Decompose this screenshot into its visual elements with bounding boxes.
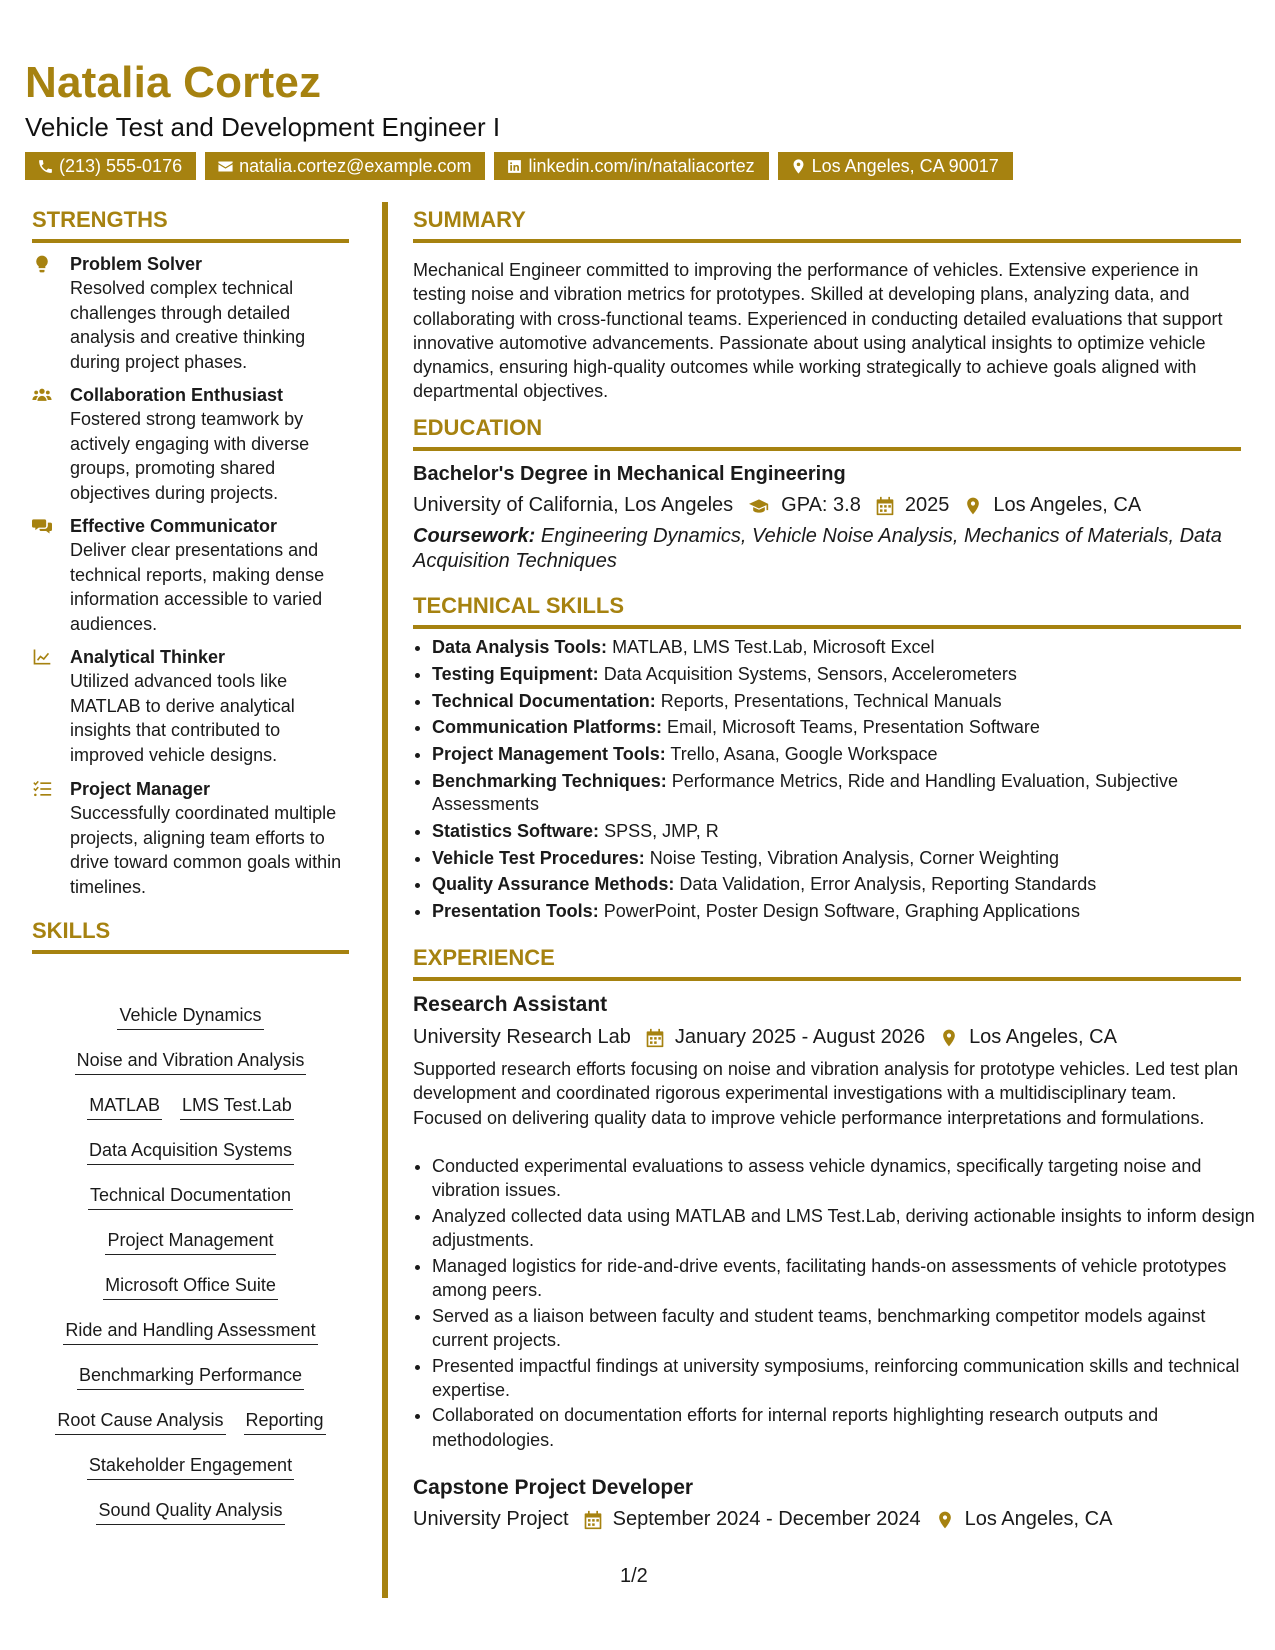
strengths-heading: STRENGTHS — [32, 207, 349, 243]
chart-line-icon — [32, 647, 52, 667]
education-meta — [413, 494, 1141, 517]
skill-tag: Noise and Vibration Analysis — [75, 1050, 307, 1075]
comments-icon — [32, 516, 52, 536]
list-item — [432, 770, 1262, 816]
strength-item — [32, 514, 352, 636]
skill-label: Statistics Software: — [432, 820, 600, 841]
contact-email[interactable] — [205, 152, 485, 180]
job-title: Vehicle Test and Development Engineer I — [25, 112, 501, 142]
coursework-list: Engineering Dynamics, Vehicle Noise Analysis, Mechanics of Materials, Data Acquisition Techniques — [413, 525, 1222, 572]
contact-linkedin-text: linkedin.com/in/nataliacortez — [528, 156, 755, 176]
skill-tag: Reporting — [244, 1410, 326, 1435]
strength-item — [32, 645, 352, 767]
skill-label: Presentation Tools: — [432, 901, 599, 922]
skill-value: Trello, Asana, Google Workspace — [670, 744, 938, 765]
map-pin-icon — [963, 496, 983, 516]
job-dates: January 2025 - August 2026 — [674, 1026, 926, 1048]
experience-heading: EXPERIENCE — [413, 945, 1241, 981]
list-item: • Conducted experimental evaluations to assess vehicle dynamics, specifically targeting noise and vibration issues. — [432, 1154, 1262, 1203]
contact-email-text: natalia.cortez@example.com — [239, 156, 472, 176]
job-organization: University Project — [413, 1508, 569, 1530]
lightbulb-icon — [32, 254, 52, 274]
skill-label: Data Analysis Tools: — [432, 637, 608, 657]
contact-linkedin[interactable] — [494, 152, 768, 180]
strength-item — [32, 777, 352, 899]
skill-label: Testing Equipment: — [432, 663, 599, 684]
strength-title: Effective Communicator — [70, 516, 278, 536]
skill-label: Benchmarking Techniques: — [432, 770, 667, 791]
strength-description: Utilized advanced tools like MATLAB to derive analytical insights that contributed to improved vehicle designs. — [70, 671, 295, 765]
calendar-icon — [583, 1510, 603, 1530]
strength-description: Resolved complex technical challenges through detailed analysis and creative thinking during project phases. — [70, 278, 306, 372]
calendar-icon — [645, 1028, 665, 1048]
job-title: Research Assistant — [413, 993, 608, 1016]
summary-heading: SUMMARY — [413, 207, 1241, 243]
education-heading: EDUCATION — [413, 415, 1241, 451]
school-location: Los Angeles, CA — [993, 494, 1142, 516]
skill-value: PowerPoint, Poster Design Software, Graphing Applications — [603, 901, 1080, 922]
list-item — [432, 743, 1262, 766]
strength-item — [32, 252, 352, 374]
skill-tag: Vehicle Dynamics — [117, 1005, 263, 1030]
list-item — [432, 636, 1262, 659]
skill-label: Quality Assurance Methods: — [432, 874, 675, 895]
skill-value: Noise Testing, Vibration Analysis, Corner Weighting — [649, 847, 1059, 868]
contact-phone[interactable] — [25, 152, 196, 180]
list-item — [432, 900, 1262, 923]
contact-phone-text: (213) 555-0176 — [59, 156, 183, 176]
skill-value: SPSS, JMP, R — [604, 820, 719, 841]
job-location: Los Angeles, CA — [969, 1026, 1117, 1048]
list-item: • Managed logistics for ride-and-drive events, facilitating hands-on assessments of vehicle prototypes among peers. — [432, 1254, 1262, 1303]
list-item — [432, 690, 1262, 713]
degree-title: Bachelor's Degree in Mechanical Engineering — [413, 463, 846, 485]
list-item: • Served as a liaison between faculty and student teams, benchmarking competitor models against current projects. — [432, 1304, 1262, 1353]
technical-skills-heading: TECHNICAL SKILLS — [413, 593, 1241, 629]
job-meta — [413, 1026, 1117, 1049]
linkedin-icon — [506, 158, 523, 175]
job-organization: University Research Lab — [413, 1026, 631, 1048]
skill-tag: Sound Quality Analysis — [96, 1500, 284, 1525]
strength-title: Collaboration Enthusiast — [70, 385, 284, 405]
strength-description: Deliver clear presentations and technical reports, making dense information accessible to varied audiences. — [70, 540, 325, 634]
strength-title: Problem Solver — [70, 254, 203, 274]
calendar-icon — [875, 496, 895, 516]
coursework — [413, 524, 1243, 574]
contact-location[interactable] — [778, 152, 1013, 180]
candidate-name: Natalia Cortez — [25, 58, 322, 107]
strength-title: Analytical Thinker — [70, 647, 226, 667]
list-item — [432, 663, 1262, 686]
checklist-icon — [32, 779, 52, 799]
graduation-cap-icon — [747, 496, 771, 516]
job-title: Capstone Project Developer — [413, 1476, 694, 1499]
skill-label: Project Management Tools: — [432, 744, 666, 765]
coursework-label: Coursework: — [413, 525, 536, 547]
skill-tag: Data Acquisition Systems — [87, 1140, 294, 1165]
skill-label: Vehicle Test Procedures: — [432, 847, 645, 868]
skill-label: Communication Platforms: — [432, 717, 663, 738]
skill-tag: Root Cause Analysis — [55, 1410, 225, 1435]
strength-description: Successfully coordinated multiple projects, aligning team efforts to drive toward common goals within timelines. — [70, 803, 342, 897]
job-description: Supported research efforts focusing on noise and vibration analysis for prototype vehicles. Led test plan development and coordinated rigorous experimental investigations with a multidisciplinary team. Focused on delivering quality data to improve vehicle performance interpretations and formulations. — [413, 1059, 1239, 1128]
skill-value: Data Acquisition Systems, Sensors, Accelerometers — [603, 663, 1017, 684]
page-number: 1/2 — [620, 1565, 648, 1587]
map-pin-icon — [939, 1028, 959, 1048]
contact-location-text: Los Angeles, CA 90017 — [811, 156, 999, 176]
skill-value: Data Validation, Error Analysis, Reporting Standards — [679, 874, 1097, 895]
skill-value: Email, Microsoft Teams, Presentation Software — [667, 717, 1040, 738]
strength-title: Project Manager — [70, 779, 211, 799]
column-divider — [382, 202, 388, 1598]
graduation-year: 2025 — [904, 494, 950, 516]
envelope-icon — [217, 158, 234, 175]
list-item: • Presented impactful findings at university symposiums, reinforcing communication skills and technical expertise. — [432, 1354, 1262, 1403]
skill-tag: Stakeholder Engagement — [87, 1455, 294, 1480]
map-pin-icon — [935, 1510, 955, 1530]
contact-bar — [25, 152, 1013, 180]
list-item: • Collaborated on documentation efforts for internal reports highlighting research outputs and methodologies. — [432, 1403, 1262, 1452]
skill-value: MATLAB, LMS Test.Lab, Microsoft Excel — [612, 637, 935, 657]
job-meta — [413, 1508, 1112, 1531]
job-bullets — [413, 1154, 1262, 1453]
gpa: GPA: 3.8 — [781, 494, 861, 516]
skills-heading: SKILLS — [32, 918, 349, 954]
skill-tag: Technical Documentation — [88, 1185, 293, 1210]
strength-description: Fostered strong teamwork by actively engaging with diverse groups, promoting shared objectives during projects. — [70, 409, 310, 503]
skill-label: Technical Documentation: — [432, 690, 656, 711]
skill-tag: Project Management — [105, 1230, 275, 1255]
summary-text: Mechanical Engineer committed to improving the performance of vehicles. Extensive experience in testing noise and vibration metrics for prototypes. Skilled at developing plans, analyzing data, and collaborating with cross-functional teams. Experienced in conducting detailed evaluations that support innovative automotive advancements. Passionate about using analytical insights to optimize vehicle dynamics, ensuring high-quality outcomes while working strategically to achieve goals aligned with departmental objectives. — [413, 260, 1223, 402]
phone-icon — [37, 158, 54, 175]
list-item — [432, 716, 1262, 739]
list-item — [432, 873, 1262, 896]
list-item — [432, 847, 1262, 870]
users-icon — [32, 385, 52, 405]
technical-skills-list — [413, 636, 1262, 927]
skill-tag: Microsoft Office Suite — [103, 1275, 278, 1300]
job-dates: September 2024 - December 2024 — [612, 1508, 921, 1530]
skill-tag: MATLAB — [87, 1095, 162, 1120]
skill-value: Performance Metrics, Ride and Handling Evaluation, Subjective Assessments — [432, 770, 1178, 814]
skill-value: Reports, Presentations, Technical Manuals — [660, 690, 1002, 711]
map-pin-icon — [790, 158, 807, 175]
skill-tag: Benchmarking Performance — [77, 1365, 304, 1390]
list-item — [432, 820, 1262, 843]
skill-tag: Ride and Handling Assessment — [63, 1320, 317, 1345]
skill-tag: LMS Test.Lab — [180, 1095, 294, 1120]
list-item: • Analyzed collected data using MATLAB and LMS Test.Lab, deriving actionable insights to inform design adjustments. — [432, 1204, 1262, 1253]
strength-item — [32, 383, 352, 505]
job-location: Los Angeles, CA — [964, 1508, 1113, 1530]
school-name: University of California, Los Angeles — [413, 494, 734, 516]
